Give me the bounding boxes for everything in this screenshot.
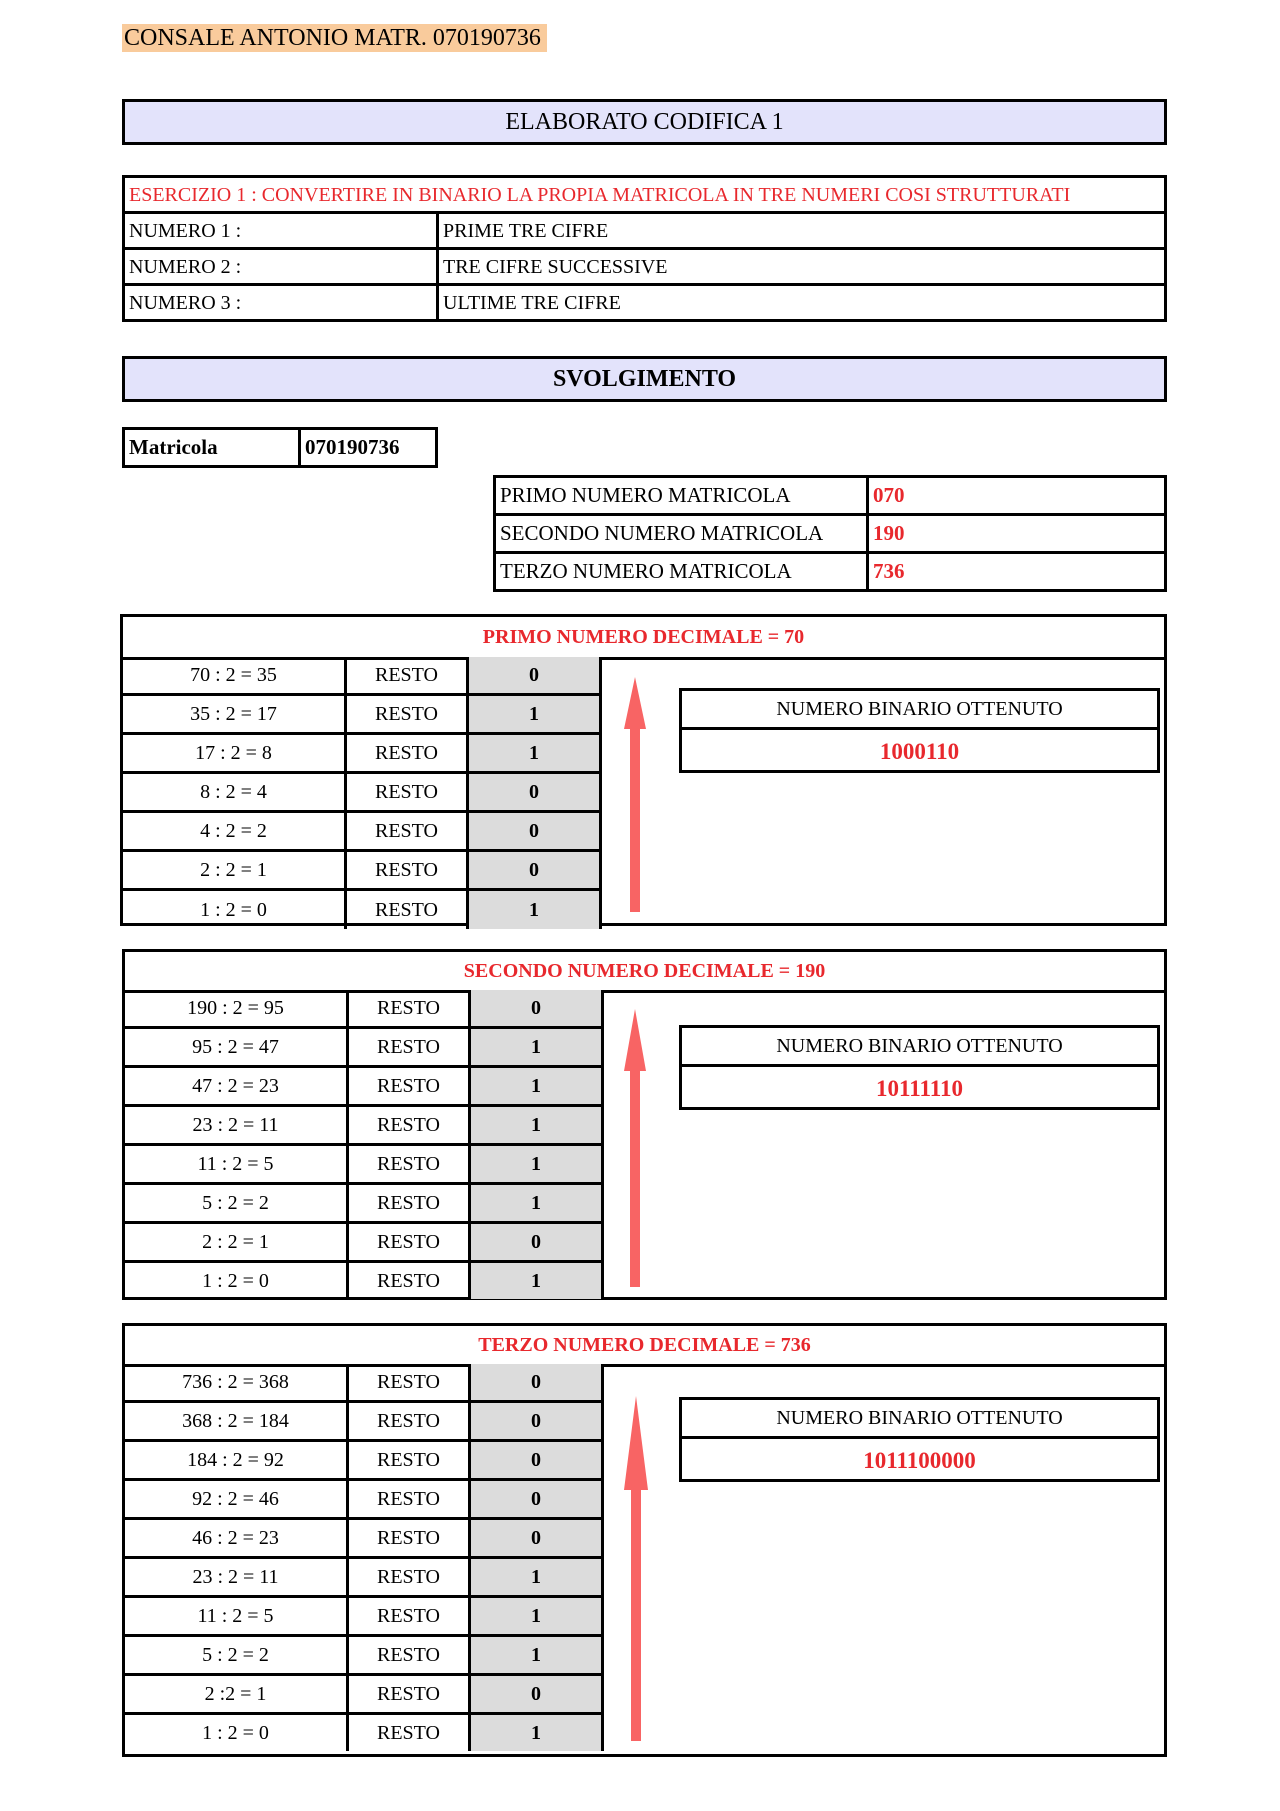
number-value-2: 190 — [868, 515, 1166, 553]
resto-label: RESTO — [349, 1185, 471, 1221]
table-row — [125, 1185, 604, 1224]
number-value-1: 070 — [868, 477, 1166, 515]
division-op: 2 : 2 = 1 — [123, 852, 347, 888]
division-op: 736 : 2 = 368 — [125, 1364, 349, 1400]
resto-label: RESTO — [349, 1715, 471, 1751]
remainder-bit: 1 — [471, 1146, 604, 1182]
remainder-bit: 0 — [471, 1520, 604, 1556]
remainder-bit: 1 — [471, 1637, 604, 1673]
resto-label: RESTO — [349, 1520, 471, 1556]
resto-label: RESTO — [349, 1068, 471, 1104]
block-1-title: PRIMO NUMERO DECIMALE = 70 — [123, 617, 1164, 660]
matricola-value: 070190736 — [300, 429, 437, 467]
remainder-bit: 0 — [471, 990, 604, 1026]
resto-label: RESTO — [349, 1107, 471, 1143]
table-row — [125, 1442, 604, 1481]
exercise-desc-3: ULTIME TRE CIFRE — [438, 285, 1166, 321]
up-arrow-icon — [623, 1396, 649, 1741]
table-row — [125, 1263, 604, 1299]
conversion-block-1 — [120, 614, 1167, 926]
division-op: 2 : 2 = 1 — [125, 1224, 349, 1260]
division-op: 23 : 2 = 11 — [125, 1559, 349, 1595]
resto-label: RESTO — [347, 696, 469, 732]
number-label-3: TERZO NUMERO MATRICOLA — [495, 553, 868, 591]
resto-label: RESTO — [349, 1224, 471, 1260]
table-row — [125, 1637, 604, 1676]
conversion-block-2 — [122, 949, 1167, 1300]
exercise-prompt: ESERCIZIO 1 : CONVERTIRE IN BINARIO LA PROPIA MATRICOLA IN TRE NUMERI COSI STRUTTURATI — [124, 177, 1166, 213]
division-op: 5 : 2 = 2 — [125, 1637, 349, 1673]
binary-result-1: 1000110 — [879, 738, 960, 764]
resto-label: RESTO — [347, 813, 469, 849]
exercise-desc-2: TRE CIFRE SUCCESSIVE — [438, 249, 1166, 285]
resto-label: RESTO — [347, 735, 469, 771]
table-row — [123, 852, 602, 891]
remainder-bit: 0 — [471, 1364, 604, 1400]
remainder-bit: 1 — [469, 735, 602, 771]
remainder-bit: 0 — [471, 1481, 604, 1517]
table-row — [125, 1364, 604, 1403]
division-op: 1 : 2 = 0 — [125, 1263, 349, 1299]
table-row — [123, 657, 602, 696]
resto-label: RESTO — [349, 1146, 471, 1182]
table-row — [125, 1520, 604, 1559]
block-3-title: TERZO NUMERO DECIMALE = 736 — [125, 1326, 1164, 1367]
number-label-2: SECONDO NUMERO MATRICOLA — [495, 515, 868, 553]
result-box-1 — [679, 688, 1160, 773]
resto-label: RESTO — [349, 1637, 471, 1673]
remainder-bit: 0 — [471, 1676, 604, 1712]
remainder-bit: 1 — [471, 1263, 604, 1299]
remainder-bit: 1 — [471, 1068, 604, 1104]
page-title: ELABORATO CODIFICA 1 — [122, 99, 1167, 145]
division-op: 35 : 2 = 17 — [123, 696, 347, 732]
table-row — [125, 1598, 604, 1637]
table-row — [123, 696, 602, 735]
table-row — [123, 774, 602, 813]
table-row — [125, 1676, 604, 1715]
resto-label: RESTO — [347, 774, 469, 810]
division-op: 368 : 2 = 184 — [125, 1403, 349, 1439]
remainder-bit: 0 — [469, 774, 602, 810]
resto-label: RESTO — [347, 891, 469, 929]
division-op: 8 : 2 = 4 — [123, 774, 347, 810]
table-row — [123, 891, 602, 929]
table-row — [125, 1224, 604, 1263]
remainder-bit: 0 — [469, 852, 602, 888]
resto-label: RESTO — [349, 1442, 471, 1478]
remainder-bit: 0 — [469, 813, 602, 849]
remainder-bit: 1 — [471, 1107, 604, 1143]
division-op: 2 :2 = 1 — [125, 1676, 349, 1712]
exercise-label-1: NUMERO 1 : — [124, 213, 438, 249]
division-op: 11 : 2 = 5 — [125, 1598, 349, 1634]
result-label: NUMERO BINARIO OTTENUTO — [682, 691, 1157, 730]
remainder-bit: 1 — [469, 891, 602, 929]
binary-result-3: 1011100000 — [863, 1447, 976, 1473]
division-op: 92 : 2 = 46 — [125, 1481, 349, 1517]
table-row — [125, 990, 604, 1029]
result-label: NUMERO BINARIO OTTENUTO — [682, 1400, 1157, 1439]
division-op: 1 : 2 = 0 — [123, 891, 347, 929]
resto-label: RESTO — [347, 657, 469, 693]
binary-result-2: 10111110 — [876, 1075, 963, 1101]
remainder-bit: 0 — [469, 657, 602, 693]
division-op: 5 : 2 = 2 — [125, 1185, 349, 1221]
up-arrow-icon — [623, 1009, 647, 1287]
division-op: 46 : 2 = 23 — [125, 1520, 349, 1556]
table-row — [125, 1481, 604, 1520]
division-op: 190 : 2 = 95 — [125, 990, 349, 1026]
division-op: 95 : 2 = 47 — [125, 1029, 349, 1065]
division-op: 1 : 2 = 0 — [125, 1715, 349, 1751]
resto-label: RESTO — [349, 1676, 471, 1712]
table-row — [125, 1068, 604, 1107]
up-arrow-icon — [623, 677, 647, 912]
remainder-bit: 1 — [471, 1029, 604, 1065]
table-row — [125, 1715, 604, 1751]
division-op: 23 : 2 = 11 — [125, 1107, 349, 1143]
number-label-1: PRIMO NUMERO MATRICOLA — [495, 477, 868, 515]
table-row — [125, 1403, 604, 1442]
number-value-3: 736 — [868, 553, 1166, 591]
matricola-split-table — [493, 475, 1167, 592]
remainder-bit: 0 — [471, 1403, 604, 1439]
remainder-bit: 1 — [471, 1559, 604, 1595]
table-row — [123, 735, 602, 774]
resto-label: RESTO — [349, 1029, 471, 1065]
resto-label: RESTO — [349, 990, 471, 1026]
remainder-bit: 1 — [471, 1598, 604, 1634]
author-header: CONSALE ANTONIO MATR. 070190736 — [122, 24, 547, 52]
resto-label: RESTO — [349, 1481, 471, 1517]
division-rows-3 — [125, 1364, 604, 1751]
matricola-label: Matricola — [124, 429, 300, 467]
block-2-title: SECONDO NUMERO DECIMALE = 190 — [125, 952, 1164, 993]
table-row — [125, 1107, 604, 1146]
result-box-3 — [679, 1397, 1160, 1482]
division-op: 47 : 2 = 23 — [125, 1068, 349, 1104]
result-label: NUMERO BINARIO OTTENUTO — [682, 1028, 1157, 1067]
exercise-label-3: NUMERO 3 : — [124, 285, 438, 321]
division-op: 4 : 2 = 2 — [123, 813, 347, 849]
exercise-desc-1: PRIME TRE CIFRE — [438, 213, 1166, 249]
division-rows-1 — [123, 657, 602, 929]
svolgimento-heading: SVOLGIMENTO — [122, 356, 1167, 402]
exercise-label-2: NUMERO 2 : — [124, 249, 438, 285]
table-row — [125, 1029, 604, 1068]
result-box-2 — [679, 1025, 1160, 1110]
table-row — [125, 1146, 604, 1185]
remainder-bit: 1 — [471, 1715, 604, 1751]
resto-label: RESTO — [349, 1263, 471, 1299]
resto-label: RESTO — [349, 1559, 471, 1595]
remainder-bit: 0 — [471, 1224, 604, 1260]
division-op: 184 : 2 = 92 — [125, 1442, 349, 1478]
remainder-bit: 0 — [471, 1442, 604, 1478]
resto-label: RESTO — [349, 1403, 471, 1439]
matricola-table — [122, 427, 438, 468]
conversion-block-3 — [122, 1323, 1167, 1757]
table-row — [125, 1559, 604, 1598]
table-row — [123, 813, 602, 852]
division-op: 11 : 2 = 5 — [125, 1146, 349, 1182]
division-rows-2 — [125, 990, 604, 1299]
division-op: 70 : 2 = 35 — [123, 657, 347, 693]
resto-label: RESTO — [347, 852, 469, 888]
resto-label: RESTO — [349, 1364, 471, 1400]
remainder-bit: 1 — [469, 696, 602, 732]
remainder-bit: 1 — [471, 1185, 604, 1221]
resto-label: RESTO — [349, 1598, 471, 1634]
division-op: 17 : 2 = 8 — [123, 735, 347, 771]
exercise-table — [122, 175, 1167, 322]
